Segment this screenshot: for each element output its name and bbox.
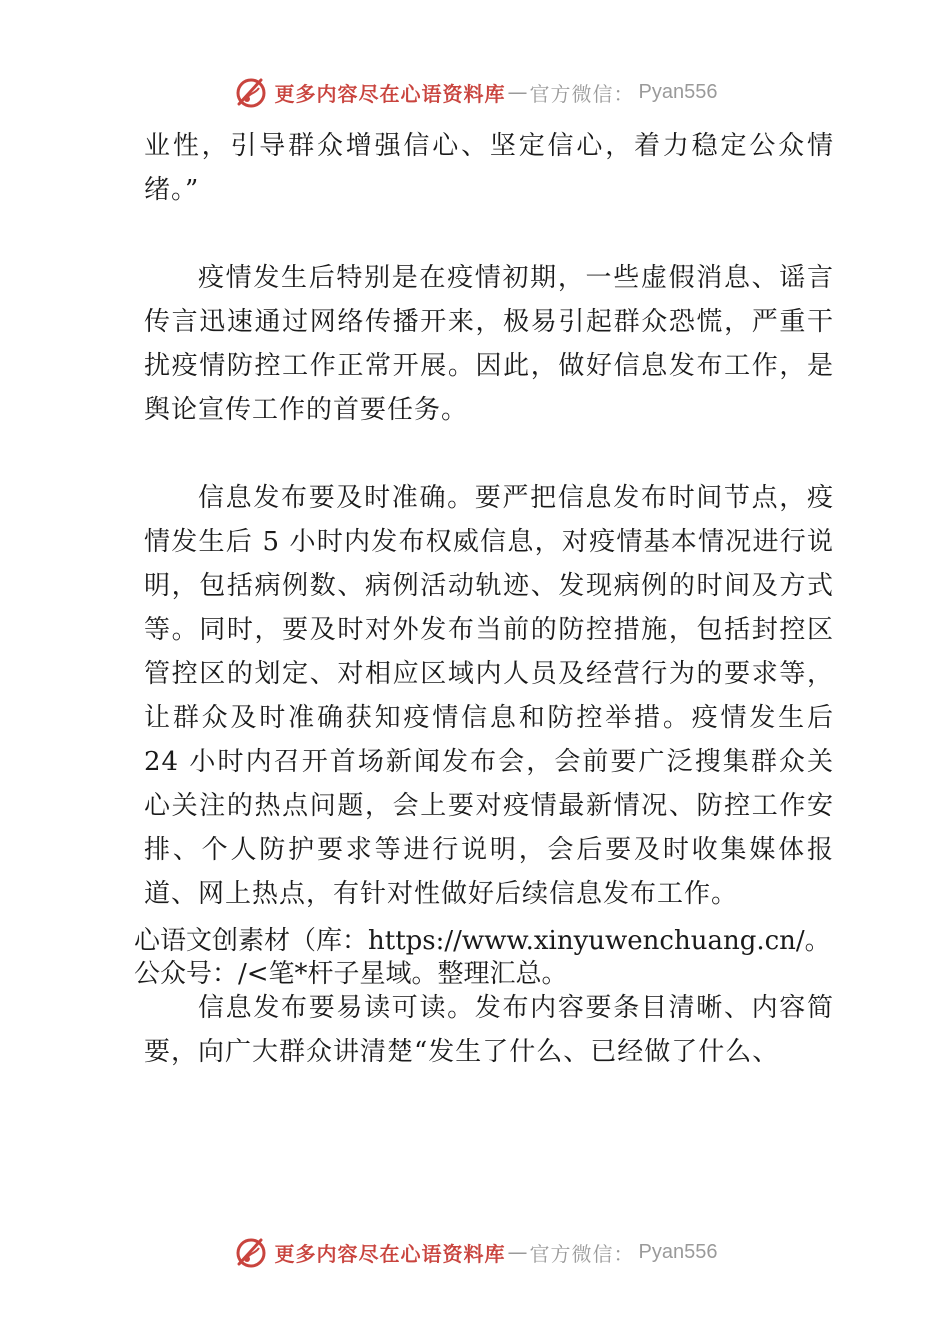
- banner-separator: —: [507, 1240, 528, 1264]
- banner-contact-label: 官方微信：: [529, 1241, 635, 1266]
- footer-banner: [0, 1232, 950, 1272]
- banner-contact-label: 官方微信：: [529, 81, 635, 106]
- paragraph-4: 信息发布要易读可读。发布内容要条目清晰、内容简要，向广大群众讲清楚“发生了什么、已经做了什么、: [144, 993, 834, 1067]
- document-tail: [144, 986, 834, 1074]
- banner-contact-id: Pyan556: [638, 80, 718, 103]
- document-body: [144, 124, 834, 916]
- brush-logo-icon: [233, 74, 269, 110]
- banner-contact-id: Pyan556: [638, 1240, 718, 1263]
- header-banner: [0, 72, 950, 112]
- banner-text: 更多内容尽在心语资料库: [274, 81, 506, 106]
- banner-separator: —: [507, 80, 528, 104]
- source-note: 心语文创素材（库：https://www.xinyuwenchuang.cn/。公众号：/<笔*杆子星域。整理汇总。: [134, 926, 831, 989]
- paragraph-spacer: [144, 432, 834, 476]
- paragraph-spacer: [144, 212, 834, 256]
- banner-text: 更多内容尽在心语资料库: [274, 1241, 506, 1266]
- paragraph-3: 信息发布要及时准确。要严把信息发布时间节点，疫情发生后 5 小时内发布权威信息，对疫情基本情况进行说明，包括病例数、病例活动轨迹、发现病例的时间及方式等。同时，要及时对外发布当前的防控措施，包括封控区管控区的划定、对相应区域内人员及经营行为的要求等，让群众及时准确获知疫情信息和防控举措。疫情发生后 24 小时内召开首场新闻发布会，会前要广泛搜集群众关心关注的热点问题，会上要对疫情最新情况、防控工作安排、个人防护要求等进行说明，会后要及时收集媒体报道、网上热点，有针对性做好后续信息发布工作。: [144, 483, 834, 909]
- paragraph-2: 疫情发生后特别是在疫情初期，一些虚假消息、谣言传言迅速通过网络传播开来，极易引起群众恐慌，严重干扰疫情防控工作正常开展。因此，做好信息发布工作，是舆论宣传工作的首要任务。: [144, 263, 834, 425]
- brush-logo-icon: [233, 1234, 269, 1270]
- paragraph-1: 业性，引导群众增强信心、坚定信心，着力稳定公众情绪。”: [144, 131, 834, 205]
